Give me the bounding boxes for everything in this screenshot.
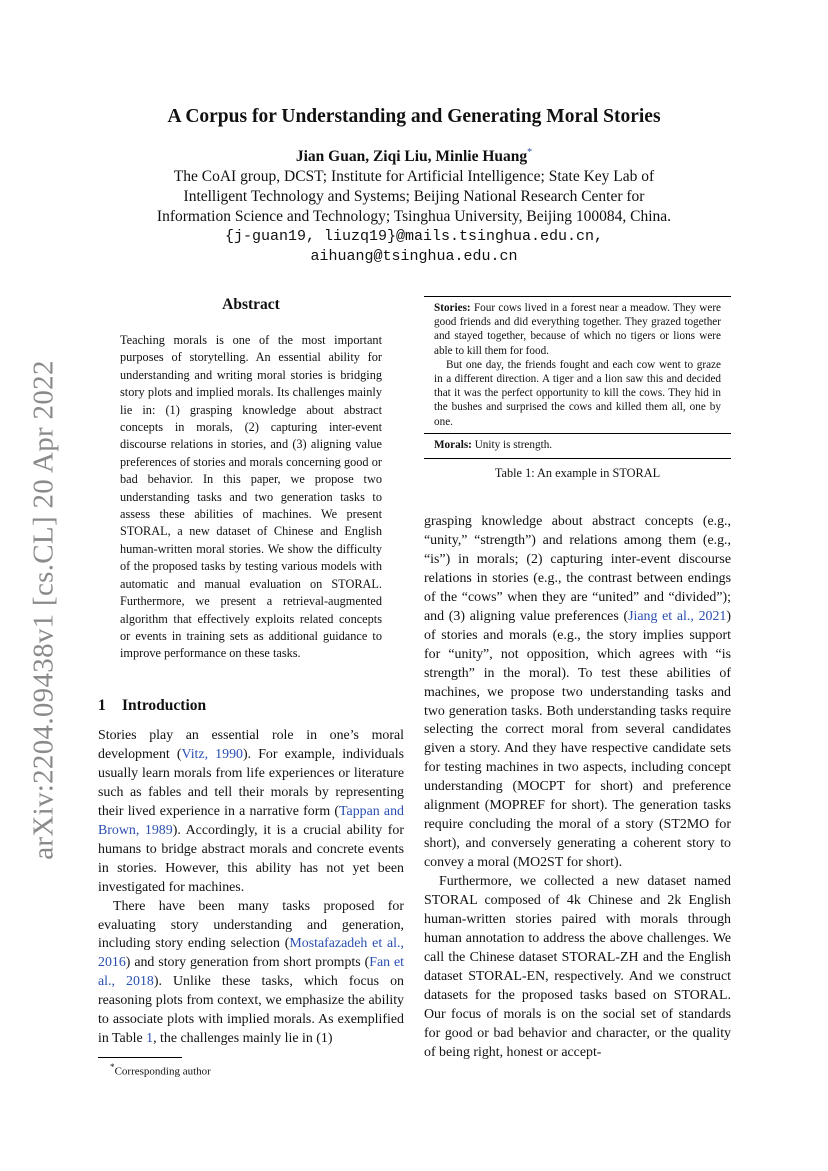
corresponding-author-mark[interactable]: * — [527, 147, 533, 158]
citation-tappan-brown-1989[interactable]: Tappan and Brown, 1989 — [98, 803, 404, 838]
dataset-name-zh: STORAL-ZH — [561, 949, 639, 965]
table-1-example — [424, 296, 731, 459]
citation-fan-2018[interactable]: Fan et al., 2018 — [98, 955, 404, 990]
abstract-heading: Abstract — [222, 296, 280, 313]
dataset-name: STORAL — [673, 987, 728, 1003]
author-list — [0, 147, 828, 166]
story-paragraph-1: Four cows lived in a forest near a meadow. They were good friends and did everything together. They grazed together and stayed together, because of which no tigers or lions were able to kill them for food. — [434, 302, 722, 357]
affiliation-line-3: Information Science and Technology; Tsinghua University, Beijing 100084, China. — [156, 208, 672, 225]
email-line-1: {j-guan19, liuzq19}@mails.tsinghua.edu.cn, — [224, 228, 604, 245]
intro-left-column — [98, 727, 404, 1049]
citation-mostafazadeh-2016[interactable]: Mostafazadeh et al., 2016 — [98, 936, 404, 971]
intro-paragraph-4: Furthermore, we collected a new dataset named STORAL composed of 4k Chinese and 2k English human-written stories paired with morals through human annotation to address the above challenges. We call the Chinese dataset STORAL-ZH and the English dataset STORAL-EN, respectively. And we construct datasets for the proposed tasks based on STORAL. Our focus of morals is on the social set of standards for good or bad behavior and character, or the quality of being right, honest or accept- — [424, 874, 732, 1060]
intro-paragraph-1: Stories play an essential role in one’s moral development (Vitz, 1990). For example, individuals usually learn morals from life experiences or literature such as fables and tell their morals by representing their lived experience in a narrative form (Tappan and Brown, 1989). Accordingly, it is a crucial ability for humans to bridge abstract morals and concrete events in stories. However, this ability has not yet been investigated for machines. — [98, 728, 404, 895]
section-title: Introduction — [122, 697, 207, 714]
morals-text: Unity is strength. — [474, 438, 553, 451]
dataset-name: STORAL — [612, 466, 661, 480]
footnote-rule — [98, 1057, 182, 1058]
table-1-caption: Table 1: An example in STORAL — [494, 466, 661, 480]
morals-label: Morals: — [434, 438, 472, 451]
affiliation-line-1: The CoAI group, DCST; Institute for Artificial Intelligence; State Key Lab of — [173, 168, 655, 185]
footnote-text: Corresponding author — [114, 1065, 211, 1078]
email-line-2: aihuang@tsinghua.edu.cn — [310, 248, 518, 265]
task-name-mo2st: MO2ST — [517, 855, 564, 871]
affiliation-line-2: Intelligent Technology and Systems; Beijing National Research Center for — [183, 188, 645, 205]
intro-paragraph-3: grasping knowledge about abstract concepts (e.g., “unity,” “strength”) and relations among them (e.g., “is”) in morals; (2) capturing inter-event discourse relations in stories (e.g., the contrast between endings of the “cows” when they are “united” and “divided”); and (3) aligning value preferences (Jiang et al., 2021) of stories and morals (e.g., the story implies support for “unity”, not opposition, which agrees with “is strength” in the moral). To test these abilities of machines, we propose two understanding tasks and two generation tasks. Both understanding tasks require selecting the correct moral from several candidates given a story. And they have respective candidate sets for testing machines in two aspects, including concept understanding (MOCPT for short) and preference alignment (MOPREF for short). The generation tasks require concluding the moral of a story (ST2MO for short), and conversely generating a coherent story to convey a moral (MO2ST for short). — [424, 514, 732, 871]
section-heading-introduction — [98, 697, 206, 715]
stories-label: Stories: — [434, 302, 471, 314]
table-morals-cell — [424, 434, 731, 458]
paper-title: A Corpus for Understanding and Generating Moral Stories — [167, 106, 661, 127]
footnote-mark: * — [110, 1062, 115, 1072]
table-stories-cell — [424, 297, 731, 434]
intro-right-column — [424, 513, 731, 1063]
section-number: 1 — [98, 697, 106, 714]
abstract-body: Teaching morals is one of the most important purposes of storytelling. An essential ability for understanding and writing moral stories is bridging story plots and implied morals. Its challenges mainly lie in: (1) grasping knowledge about abstract concepts in morals, (2) capturing inter-event discourse relations in stories, and (3) aligning value preferences of stories and morals concerning good or bad behavior. In this paper, we propose two understanding tasks and two generation tasks to assess these abilities of machines. We present STORAL, a new dataset of Chinese and English human-written moral stories. We show the difficulty of the proposed tasks by testing various models with automatic and manual evaluation on STORAL. Furthermore, we present a retrieval-augmented algorithm that effectively exploits related concepts or events in training sets as additional guidance to improve performance on these tasks. — [120, 333, 382, 661]
dataset-name: STORAL — [424, 893, 478, 909]
footnote — [110, 1062, 211, 1078]
task-name-mopref: MOPREF — [489, 798, 546, 814]
task-name-st2mo: ST2MO — [663, 817, 710, 833]
intro-paragraph-2: There have been many tasks proposed for evaluating story understanding and generation, including story ending selection (Mostafazadeh et al., 2016) and story generation from short prompts (Fan et al., 2018). Unlike these tasks, which focus on reasoning plots from context, we emphasize the ability to associate plots with implied morals. As exemplified in Table 1, the challenges mainly lie in (1) — [98, 898, 404, 1047]
author-names: Jian Guan, Ziqi Liu, Minlie Huang — [295, 148, 528, 166]
arxiv-identifier-stamp — [14, 360, 74, 860]
table-reference-link[interactable]: 1 — [146, 1031, 154, 1047]
citation-vitz-1990[interactable]: Vitz, 1990 — [181, 746, 243, 762]
dataset-name-en: STORAL-EN — [468, 968, 546, 984]
task-name-mocpt: MOCPT — [517, 779, 565, 795]
story-paragraph-2: But one day, the friends fought and each cow went to graze in a different direction. A tiger and a lion saw this and decided that it was the perfect opportunity to kill the cows. They hid in the bushes and surprised the cows and killed them all, one by one. — [434, 358, 721, 428]
arxiv-id-text: arXiv:2204.09438v1 [cs.CL] 20 Apr 2022 — [27, 360, 60, 860]
citation-jiang-2021[interactable]: Jiang et al., 2021 — [628, 608, 727, 624]
